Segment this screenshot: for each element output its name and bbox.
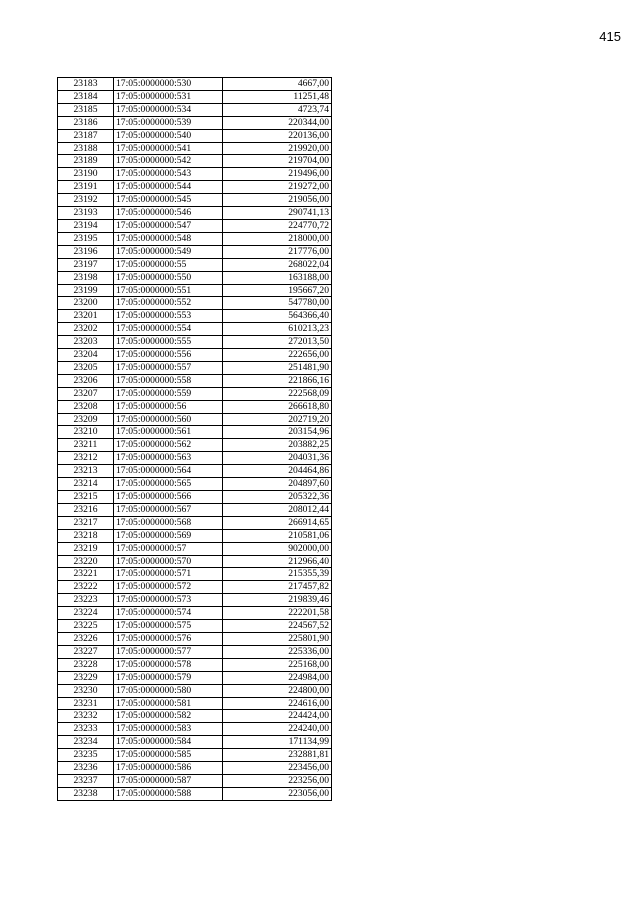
cadastral-number-cell: 17:05:0000000:555 [114, 336, 223, 349]
cadastral-number-cell: 17:05:0000000:586 [114, 762, 223, 775]
table-row [58, 762, 332, 775]
cadastral-number-cell: 17:05:0000000:544 [114, 181, 223, 194]
amount-cell: 223256,00 [223, 774, 332, 787]
cadastral-number-cell: 17:05:0000000:569 [114, 529, 223, 542]
amount-cell: 215355,39 [223, 568, 332, 581]
cadastral-number-cell: 17:05:0000000:543 [114, 168, 223, 181]
amount-cell: 217776,00 [223, 245, 332, 258]
row-number-cell: 23194 [58, 219, 114, 232]
cadastral-number-cell: 17:05:0000000:574 [114, 607, 223, 620]
table-row [58, 620, 332, 633]
amount-cell: 224567,52 [223, 620, 332, 633]
cadastral-number-cell: 17:05:0000000:56 [114, 400, 223, 413]
row-number-cell: 23196 [58, 245, 114, 258]
row-number-cell: 23206 [58, 374, 114, 387]
amount-cell: 290741,13 [223, 207, 332, 220]
amount-cell: 225336,00 [223, 645, 332, 658]
amount-cell: 251481,90 [223, 361, 332, 374]
cadastral-number-cell: 17:05:0000000:562 [114, 439, 223, 452]
cadastral-number-cell: 17:05:0000000:550 [114, 271, 223, 284]
table-row [58, 258, 332, 271]
row-number-cell: 23193 [58, 207, 114, 220]
row-number-cell: 23233 [58, 723, 114, 736]
data-table [57, 77, 332, 801]
row-number-cell: 23199 [58, 284, 114, 297]
table-row [58, 671, 332, 684]
row-number-cell: 23211 [58, 439, 114, 452]
amount-cell: 204897,60 [223, 478, 332, 491]
table-row [58, 529, 332, 542]
row-number-cell: 23192 [58, 194, 114, 207]
table-row [58, 142, 332, 155]
cadastral-number-cell: 17:05:0000000:587 [114, 774, 223, 787]
amount-cell: 217457,82 [223, 581, 332, 594]
table-body [58, 78, 332, 801]
row-number-cell: 23197 [58, 258, 114, 271]
cadastral-number-cell: 17:05:0000000:579 [114, 671, 223, 684]
row-number-cell: 23191 [58, 181, 114, 194]
row-number-cell: 23227 [58, 645, 114, 658]
cadastral-number-cell: 17:05:0000000:553 [114, 310, 223, 323]
table-row [58, 181, 332, 194]
amount-cell: 171134,99 [223, 736, 332, 749]
table-row [58, 245, 332, 258]
row-number-cell: 23230 [58, 684, 114, 697]
table-row [58, 361, 332, 374]
row-number-cell: 23216 [58, 503, 114, 516]
table-row [58, 116, 332, 129]
cadastral-number-cell: 17:05:0000000:547 [114, 219, 223, 232]
cadastral-number-cell: 17:05:0000000:554 [114, 323, 223, 336]
row-number-cell: 23200 [58, 297, 114, 310]
row-number-cell: 23221 [58, 568, 114, 581]
amount-cell: 225801,90 [223, 632, 332, 645]
table-row [58, 503, 332, 516]
table-row [58, 439, 332, 452]
table-row [58, 632, 332, 645]
cadastral-number-cell: 17:05:0000000:540 [114, 129, 223, 142]
amount-cell: 220136,00 [223, 129, 332, 142]
amount-cell: 222568,09 [223, 387, 332, 400]
table-row [58, 400, 332, 413]
amount-cell: 223056,00 [223, 787, 332, 800]
row-number-cell: 23195 [58, 232, 114, 245]
cadastral-number-cell: 17:05:0000000:573 [114, 594, 223, 607]
amount-cell: 163188,00 [223, 271, 332, 284]
table-row [58, 336, 332, 349]
table-row [58, 219, 332, 232]
cadastral-number-cell: 17:05:0000000:571 [114, 568, 223, 581]
table-row [58, 387, 332, 400]
table-row [58, 723, 332, 736]
row-number-cell: 23224 [58, 607, 114, 620]
table-row [58, 103, 332, 116]
row-number-cell: 23209 [58, 413, 114, 426]
table-row [58, 452, 332, 465]
amount-cell: 204031,36 [223, 452, 332, 465]
amount-cell: 266914,65 [223, 516, 332, 529]
row-number-cell: 23231 [58, 697, 114, 710]
amount-cell: 902000,00 [223, 542, 332, 555]
amount-cell: 224424,00 [223, 710, 332, 723]
row-number-cell: 23204 [58, 349, 114, 362]
amount-cell: 202719,20 [223, 413, 332, 426]
cadastral-number-cell: 17:05:0000000:561 [114, 426, 223, 439]
cadastral-number-cell: 17:05:0000000:557 [114, 361, 223, 374]
table-row [58, 349, 332, 362]
row-number-cell: 23237 [58, 774, 114, 787]
table-row [58, 413, 332, 426]
amount-cell: 220344,00 [223, 116, 332, 129]
row-number-cell: 23220 [58, 555, 114, 568]
table-row [58, 271, 332, 284]
row-number-cell: 23226 [58, 632, 114, 645]
amount-cell: 4723,74 [223, 103, 332, 116]
cadastral-number-cell: 17:05:0000000:588 [114, 787, 223, 800]
cadastral-number-cell: 17:05:0000000:563 [114, 452, 223, 465]
row-number-cell: 23189 [58, 155, 114, 168]
table-row [58, 207, 332, 220]
table-row [58, 90, 332, 103]
amount-cell: 203882,25 [223, 439, 332, 452]
row-number-cell: 23187 [58, 129, 114, 142]
row-number-cell: 23203 [58, 336, 114, 349]
table-row [58, 684, 332, 697]
row-number-cell: 23186 [58, 116, 114, 129]
amount-cell: 11251,48 [223, 90, 332, 103]
amount-cell: 208012,44 [223, 503, 332, 516]
cadastral-number-cell: 17:05:0000000:580 [114, 684, 223, 697]
table-row [58, 155, 332, 168]
amount-cell: 224800,00 [223, 684, 332, 697]
amount-cell: 219839,46 [223, 594, 332, 607]
row-number-cell: 23225 [58, 620, 114, 633]
cadastral-number-cell: 17:05:0000000:552 [114, 297, 223, 310]
cadastral-number-cell: 17:05:0000000:567 [114, 503, 223, 516]
cadastral-number-cell: 17:05:0000000:558 [114, 374, 223, 387]
table-row [58, 129, 332, 142]
cadastral-number-cell: 17:05:0000000:582 [114, 710, 223, 723]
cadastral-number-cell: 17:05:0000000:577 [114, 645, 223, 658]
table-row [58, 168, 332, 181]
amount-cell: 219920,00 [223, 142, 332, 155]
table-row [58, 78, 332, 91]
table-row [58, 658, 332, 671]
cadastral-number-cell: 17:05:0000000:578 [114, 658, 223, 671]
amount-cell: 547780,00 [223, 297, 332, 310]
row-number-cell: 23214 [58, 478, 114, 491]
cadastral-number-cell: 17:05:0000000:530 [114, 78, 223, 91]
cadastral-number-cell: 17:05:0000000:566 [114, 491, 223, 504]
cadastral-number-cell: 17:05:0000000:542 [114, 155, 223, 168]
amount-cell: 223456,00 [223, 762, 332, 775]
row-number-cell: 23222 [58, 581, 114, 594]
row-number-cell: 23184 [58, 90, 114, 103]
amount-cell: 210581,06 [223, 529, 332, 542]
row-number-cell: 23207 [58, 387, 114, 400]
row-number-cell: 23185 [58, 103, 114, 116]
cadastral-number-cell: 17:05:0000000:531 [114, 90, 223, 103]
row-number-cell: 23183 [58, 78, 114, 91]
cadastral-number-cell: 17:05:0000000:583 [114, 723, 223, 736]
cadastral-number-cell: 17:05:0000000:559 [114, 387, 223, 400]
row-number-cell: 23201 [58, 310, 114, 323]
table-row [58, 581, 332, 594]
cadastral-number-cell: 17:05:0000000:584 [114, 736, 223, 749]
row-number-cell: 23190 [58, 168, 114, 181]
row-number-cell: 23234 [58, 736, 114, 749]
amount-cell: 219272,00 [223, 181, 332, 194]
amount-cell: 224240,00 [223, 723, 332, 736]
table-row [58, 284, 332, 297]
table-row [58, 310, 332, 323]
table-row [58, 749, 332, 762]
amount-cell: 225168,00 [223, 658, 332, 671]
cadastral-number-cell: 17:05:0000000:576 [114, 632, 223, 645]
table-row [58, 323, 332, 336]
table-row [58, 787, 332, 800]
table-row [58, 542, 332, 555]
table-row [58, 697, 332, 710]
cadastral-number-cell: 17:05:0000000:551 [114, 284, 223, 297]
page-number: 415 [599, 29, 621, 44]
table-row [58, 710, 332, 723]
cadastral-number-cell: 17:05:0000000:534 [114, 103, 223, 116]
table-row [58, 232, 332, 245]
amount-cell: 205322,36 [223, 491, 332, 504]
amount-cell: 224770,72 [223, 219, 332, 232]
cadastral-number-cell: 17:05:0000000:548 [114, 232, 223, 245]
table-row [58, 645, 332, 658]
table-row [58, 594, 332, 607]
row-number-cell: 23236 [58, 762, 114, 775]
cadastral-number-cell: 17:05:0000000:55 [114, 258, 223, 271]
amount-cell: 4667,00 [223, 78, 332, 91]
cadastral-number-cell: 17:05:0000000:560 [114, 413, 223, 426]
cadastral-number-cell: 17:05:0000000:575 [114, 620, 223, 633]
cadastral-number-cell: 17:05:0000000:556 [114, 349, 223, 362]
row-number-cell: 23212 [58, 452, 114, 465]
row-number-cell: 23218 [58, 529, 114, 542]
amount-cell: 224984,00 [223, 671, 332, 684]
table-row [58, 736, 332, 749]
cadastral-number-cell: 17:05:0000000:57 [114, 542, 223, 555]
table-row [58, 478, 332, 491]
amount-cell: 266618,80 [223, 400, 332, 413]
cadastral-number-cell: 17:05:0000000:545 [114, 194, 223, 207]
amount-cell: 212966,40 [223, 555, 332, 568]
cadastral-number-cell: 17:05:0000000:565 [114, 478, 223, 491]
row-number-cell: 23198 [58, 271, 114, 284]
row-number-cell: 23202 [58, 323, 114, 336]
row-number-cell: 23232 [58, 710, 114, 723]
amount-cell: 232881,81 [223, 749, 332, 762]
cadastral-number-cell: 17:05:0000000:585 [114, 749, 223, 762]
row-number-cell: 23215 [58, 491, 114, 504]
cadastral-number-cell: 17:05:0000000:570 [114, 555, 223, 568]
row-number-cell: 23213 [58, 465, 114, 478]
cadastral-number-cell: 17:05:0000000:581 [114, 697, 223, 710]
amount-cell: 272013,50 [223, 336, 332, 349]
amount-cell: 219496,00 [223, 168, 332, 181]
cadastral-number-cell: 17:05:0000000:549 [114, 245, 223, 258]
amount-cell: 222656,00 [223, 349, 332, 362]
row-number-cell: 23205 [58, 361, 114, 374]
table-row [58, 774, 332, 787]
row-number-cell: 23210 [58, 426, 114, 439]
table-row [58, 516, 332, 529]
row-number-cell: 23208 [58, 400, 114, 413]
amount-cell: 564366,40 [223, 310, 332, 323]
table-row [58, 555, 332, 568]
cadastral-number-cell: 17:05:0000000:568 [114, 516, 223, 529]
table-row [58, 426, 332, 439]
amount-cell: 203154,96 [223, 426, 332, 439]
row-number-cell: 23219 [58, 542, 114, 555]
row-number-cell: 23228 [58, 658, 114, 671]
amount-cell: 221866,16 [223, 374, 332, 387]
row-number-cell: 23235 [58, 749, 114, 762]
cadastral-number-cell: 17:05:0000000:539 [114, 116, 223, 129]
table-row [58, 374, 332, 387]
amount-cell: 224616,00 [223, 697, 332, 710]
table-row [58, 194, 332, 207]
amount-cell: 219056,00 [223, 194, 332, 207]
row-number-cell: 23223 [58, 594, 114, 607]
amount-cell: 222201,58 [223, 607, 332, 620]
amount-cell: 195667,20 [223, 284, 332, 297]
amount-cell: 610213,23 [223, 323, 332, 336]
table-row [58, 297, 332, 310]
table-row [58, 607, 332, 620]
table-row [58, 491, 332, 504]
row-number-cell: 23217 [58, 516, 114, 529]
amount-cell: 204464,86 [223, 465, 332, 478]
table-row [58, 568, 332, 581]
row-number-cell: 23188 [58, 142, 114, 155]
table-row [58, 465, 332, 478]
cadastral-number-cell: 17:05:0000000:541 [114, 142, 223, 155]
row-number-cell: 23238 [58, 787, 114, 800]
amount-cell: 268022,04 [223, 258, 332, 271]
cadastral-number-cell: 17:05:0000000:564 [114, 465, 223, 478]
row-number-cell: 23229 [58, 671, 114, 684]
cadastral-number-cell: 17:05:0000000:546 [114, 207, 223, 220]
amount-cell: 219704,00 [223, 155, 332, 168]
cadastral-number-cell: 17:05:0000000:572 [114, 581, 223, 594]
amount-cell: 218000,00 [223, 232, 332, 245]
